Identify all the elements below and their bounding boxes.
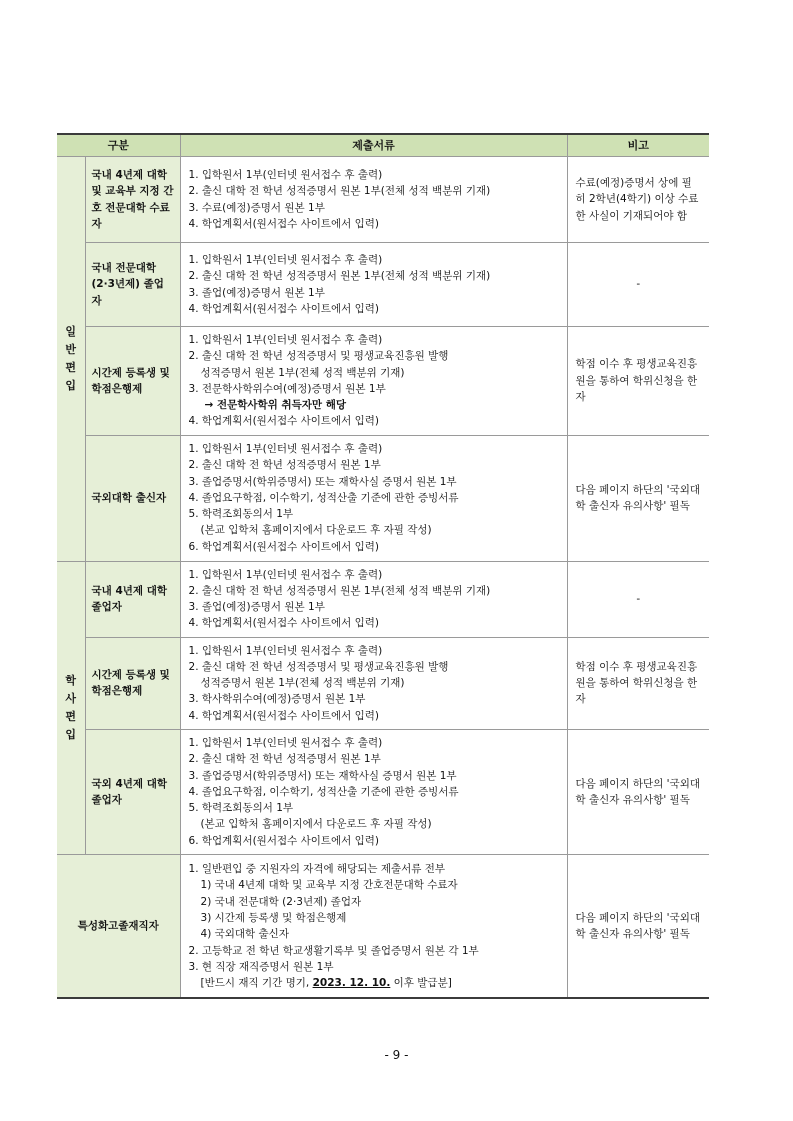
- documents-cell: [180, 157, 567, 243]
- category-cell: 국내 4년제 대학 및 교육부 지정 간호 전문대학 수료자: [85, 157, 180, 243]
- table-row: [57, 854, 709, 998]
- document-item: 1. 입학원서 1부(인터넷 원서접수 후 출력): [188, 168, 383, 181]
- remarks-cell: -: [567, 243, 709, 327]
- document-item: 1. 입학원서 1부(인터넷 원서접수 후 출력): [188, 737, 383, 750]
- document-subitem: 3) 시간제 등록생 및 학점은행제: [200, 911, 347, 924]
- issue-date: 2023. 12. 10.: [312, 977, 391, 990]
- document-item: 4. 학업계획서(원서접수 사이트에서 입력): [188, 415, 380, 428]
- remarks-cell: 다음 페이지 하단의 '국외대학 출신자 유의사항' 필독: [567, 729, 709, 854]
- document-item: 3. 전문학사학위수여(예정)증명서 원본 1부: [188, 382, 386, 395]
- documents-cell: [180, 561, 567, 637]
- document-item: 3. 졸업증명서(학위증명서) 또는 재학사실 증명서 원본 1부: [188, 769, 457, 782]
- document-item: 5. 학력조회동의서 1부: [188, 802, 294, 815]
- header-documents: 제출서류: [180, 134, 567, 157]
- category-cell: 특성화고졸재직자: [57, 854, 180, 998]
- documents-cell: [180, 327, 567, 436]
- remarks-cell: 다음 페이지 하단의 '국외대학 출신자 유의사항' 필독: [567, 435, 709, 561]
- document-item: 3. 현 직장 재직증명서 원본 1부: [188, 960, 334, 973]
- table-row: [57, 157, 709, 243]
- table-row: [57, 729, 709, 854]
- documents-cell: [180, 729, 567, 854]
- document-item: 2. 출신 대학 전 학년 성적증명서 원본 1부(전체 성적 백분위 기재): [188, 584, 491, 597]
- documents-cell: [180, 637, 567, 729]
- document-subitem: 1) 국내 4년제 대학 및 교육부 지정 간호전문대학 수료자: [200, 879, 458, 892]
- remarks-cell: -: [567, 561, 709, 637]
- submission-documents-table: [57, 133, 709, 999]
- document-item: 4. 학업계획서(원서접수 사이트에서 입력): [188, 217, 380, 230]
- category-cell: 시간제 등록생 및 학점은행제: [85, 327, 180, 436]
- table-row: [57, 243, 709, 327]
- document-item: 2. 출신 대학 전 학년 성적증명서 및 평생교육진흥원 발행: [188, 350, 449, 363]
- table-row: [57, 637, 709, 729]
- documents-cell: [180, 435, 567, 561]
- document-subitem: 2) 국내 전문대학 (2·3년제) 졸업자: [200, 895, 362, 908]
- document-item: 3. 졸업(예정)증명서 원본 1부: [188, 286, 325, 299]
- document-item: 3. 수료(예정)증명서 원본 1부: [188, 201, 325, 214]
- document-item: 2. 출신 대학 전 학년 성적증명서 원본 1부(전체 성적 백분위 기재): [188, 185, 491, 198]
- document-item: 4. 졸업요구학점, 이수학기, 성적산출 기준에 관한 증빙서류: [188, 491, 459, 504]
- remarks-cell: 수료(예정)증명서 상에 필히 2학년(4학기) 이상 수료한 사실이 기재되어야 함: [567, 157, 709, 243]
- remarks-cell: 학점 이수 후 평생교육진흥원을 통하여 학위신청을 한 자: [567, 637, 709, 729]
- document-item: 4. 학업계획서(원서접수 사이트에서 입력): [188, 617, 380, 630]
- table-row: [57, 435, 709, 561]
- document-item: 6. 학업계획서(원서접수 사이트에서 입력): [188, 834, 380, 847]
- group-general-transfer: 일반편입: [57, 157, 85, 562]
- documents-cell: [180, 243, 567, 327]
- document-item: 1. 입학원서 1부(인터넷 원서접수 후 출력): [188, 568, 383, 581]
- category-cell: 국외 4년제 대학 졸업자: [85, 729, 180, 854]
- document-item: (본교 입학처 홈페이지에서 다운로드 후 자필 작성): [200, 818, 432, 831]
- header-category: 구분: [57, 134, 180, 157]
- document-item: 2. 출신 대학 전 학년 성적증명서 원본 1부: [188, 753, 381, 766]
- document-item: 성적증명서 원본 1부(전체 성적 백분위 기재): [200, 366, 405, 379]
- document-item: (본교 입학처 홈페이지에서 다운로드 후 자필 작성): [200, 524, 432, 537]
- remarks-cell: 다음 페이지 하단의 '국외대학 출신자 유의사항' 필독: [567, 854, 709, 998]
- document-item-note: → 전문학사학위 취득자만 해당: [204, 399, 346, 412]
- remarks-cell: 학점 이수 후 평생교육진흥원을 통하여 학위신청을 한 자: [567, 327, 709, 436]
- document-item: 4. 졸업요구학점, 이수학기, 성적산출 기준에 관한 증빙서류: [188, 785, 459, 798]
- table-row: [57, 327, 709, 436]
- document-item: 5. 학력조회동의서 1부: [188, 508, 294, 521]
- document-item: 2. 고등학교 전 학년 학교생활기록부 및 졸업증명서 원본 각 1부: [188, 944, 479, 957]
- documents-cell: [180, 854, 567, 998]
- page-number: - 9 -: [384, 1048, 409, 1062]
- document-item: 1. 입학원서 1부(인터넷 원서접수 후 출력): [188, 334, 383, 346]
- document-item: 4. 학업계획서(원서접수 사이트에서 입력): [188, 709, 380, 722]
- category-cell: 국내 전문대학 (2·3년제) 졸업자: [85, 243, 180, 327]
- document-subitem: 4) 국외대학 출신자: [200, 928, 289, 941]
- document-item: 2. 출신 대학 전 학년 성적증명서 원본 1부(전체 성적 백분위 기재): [188, 270, 491, 283]
- table-header-row: [57, 134, 709, 157]
- document-item: 4. 학업계획서(원서접수 사이트에서 입력): [188, 302, 380, 315]
- document-item: 1. 입학원서 1부(인터넷 원서접수 후 출력): [188, 443, 383, 456]
- table-row: [57, 561, 709, 637]
- header-remarks: 비고: [567, 134, 709, 157]
- category-cell: 국내 4년제 대학 졸업자: [85, 561, 180, 637]
- document-item-condition: [반드시 재직 기간 명기, 2023. 12. 10. 이후 발급분]: [200, 977, 452, 990]
- category-cell: 국외대학 출신자: [85, 435, 180, 561]
- document-item: 1. 입학원서 1부(인터넷 원서접수 후 출력): [188, 644, 383, 657]
- document-item: 6. 학업계획서(원서접수 사이트에서 입력): [188, 540, 380, 553]
- document-item: 2. 출신 대학 전 학년 성적증명서 및 평생교육진흥원 발행: [188, 660, 449, 673]
- document-item: 2. 출신 대학 전 학년 성적증명서 원본 1부: [188, 459, 381, 472]
- document-item: 3. 졸업증명서(학위증명서) 또는 재학사실 증명서 원본 1부: [188, 475, 457, 488]
- document-item: 1. 입학원서 1부(인터넷 원서접수 후 출력): [188, 253, 383, 266]
- document-item: 성적증명서 원본 1부(전체 성적 백분위 기재): [200, 677, 405, 690]
- group-bachelor-transfer: 학사편입: [57, 561, 85, 854]
- document-item: 3. 학사학위수여(예정)증명서 원본 1부: [188, 693, 366, 706]
- category-cell: 시간제 등록생 및 학점은행제: [85, 637, 180, 729]
- document-item: 3. 졸업(예정)증명서 원본 1부: [188, 601, 325, 614]
- document-item: 1. 일반편입 중 지원자의 자격에 해당되는 제출서류 전부: [188, 863, 446, 876]
